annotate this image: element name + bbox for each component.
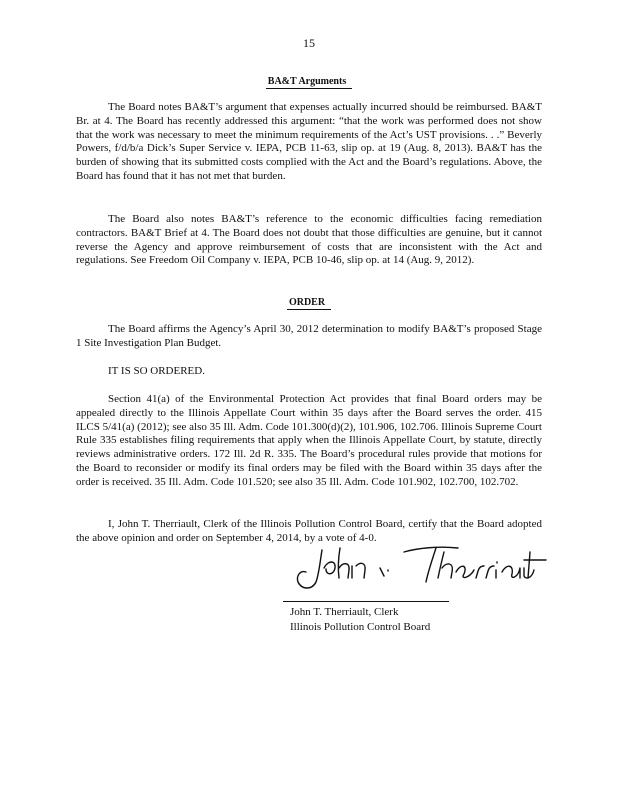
section-heading: [0, 76, 618, 87]
handwritten-signature: [288, 538, 550, 592]
clerk-name: John T. Therriault, Clerk: [290, 606, 399, 618]
paragraph-economic-text: The Board also notes BA&T’s reference to the economic difficulties facing remediation contractors. BA&T Brief at 4. The Board does not doubt that those difficulties are genuine, but it cannot reverse the Agency and approve reimbursement of costs that are inconsistent with the Act and regulations. See Freedom Oil Company v. IEPA, PCB 10-46, slip op. at 14 (Aug. 9, 2012).: [76, 213, 542, 267]
order-paragraph: [76, 323, 542, 351]
so-ordered-text: IT IS SO ORDERED.: [108, 365, 205, 377]
appeal-paragraph: [76, 393, 542, 490]
order-paragraph-text: The Board affirms the Agency’s April 30, 2012 determination to modify BA&T’s proposed Stage 1 Site Investigation Plan Budget.: [76, 323, 542, 349]
appeal-paragraph-text: Section 41(a) of the Environmental Protection Act provides that final Board orders may be appealed directly to the Illinois Appellate Court within 35 days after the Board serves the order. 415 ILCS 5/41(a) (2012); see also 35 Ill. Adm. Code 101.300(d)(2), 101.906, 102.706. Illinois Supreme Court Rule 335 establishes filing requirements that apply when the Illinois Appellate Court, by statute, directly reviews administrative orders. 172 Ill. 2d R. 335. The Board’s procedural rules provide that motions for the Board to reconsider or modify its final orders may be filed with the Board within 35 days after the order is received. 35 Ill. Adm. Code 101.520; see also 35 Ill. Adm. Code 101.902, 102.700, 102.702.: [76, 393, 542, 488]
page-number: 15: [303, 36, 315, 50]
so-ordered: [76, 365, 542, 379]
signature-line: [283, 601, 449, 602]
clerk-board: Illinois Pollution Control Board: [290, 621, 431, 633]
order-heading: [0, 297, 618, 308]
section-heading-text: BA&T Arguments: [266, 76, 352, 89]
order-heading-text: ORDER: [287, 297, 331, 310]
paragraph-economic: [76, 213, 542, 268]
paragraph-expenses: [76, 101, 542, 184]
paragraph-expenses-text: The Board notes BA&T’s argument that expenses actually incurred should be reimbursed. BA&T Br. at 4. The Board has recently addressed this argument: “that the work was performed does not show that the work was necessary to meet the minimum requirements of the Act’s UST provisions. . .” Beverly Powers, f/d/b/a Dick’s Super Service v. IEPA, PCB 11-63, slip op. at 19 (Aug. 8, 2013). BA&T has the burden of showing that its submitted costs complied with the Act and the Board’s regulations. Above, the Board has found that it has not met that burden.: [76, 101, 542, 182]
certification-text: I, John T. Therriault, Clerk of the Illinois Pollution Control Board, certify that the Board adopted the above opinion and order on September 4, 2014, by a vote of 4-0.: [76, 518, 542, 544]
